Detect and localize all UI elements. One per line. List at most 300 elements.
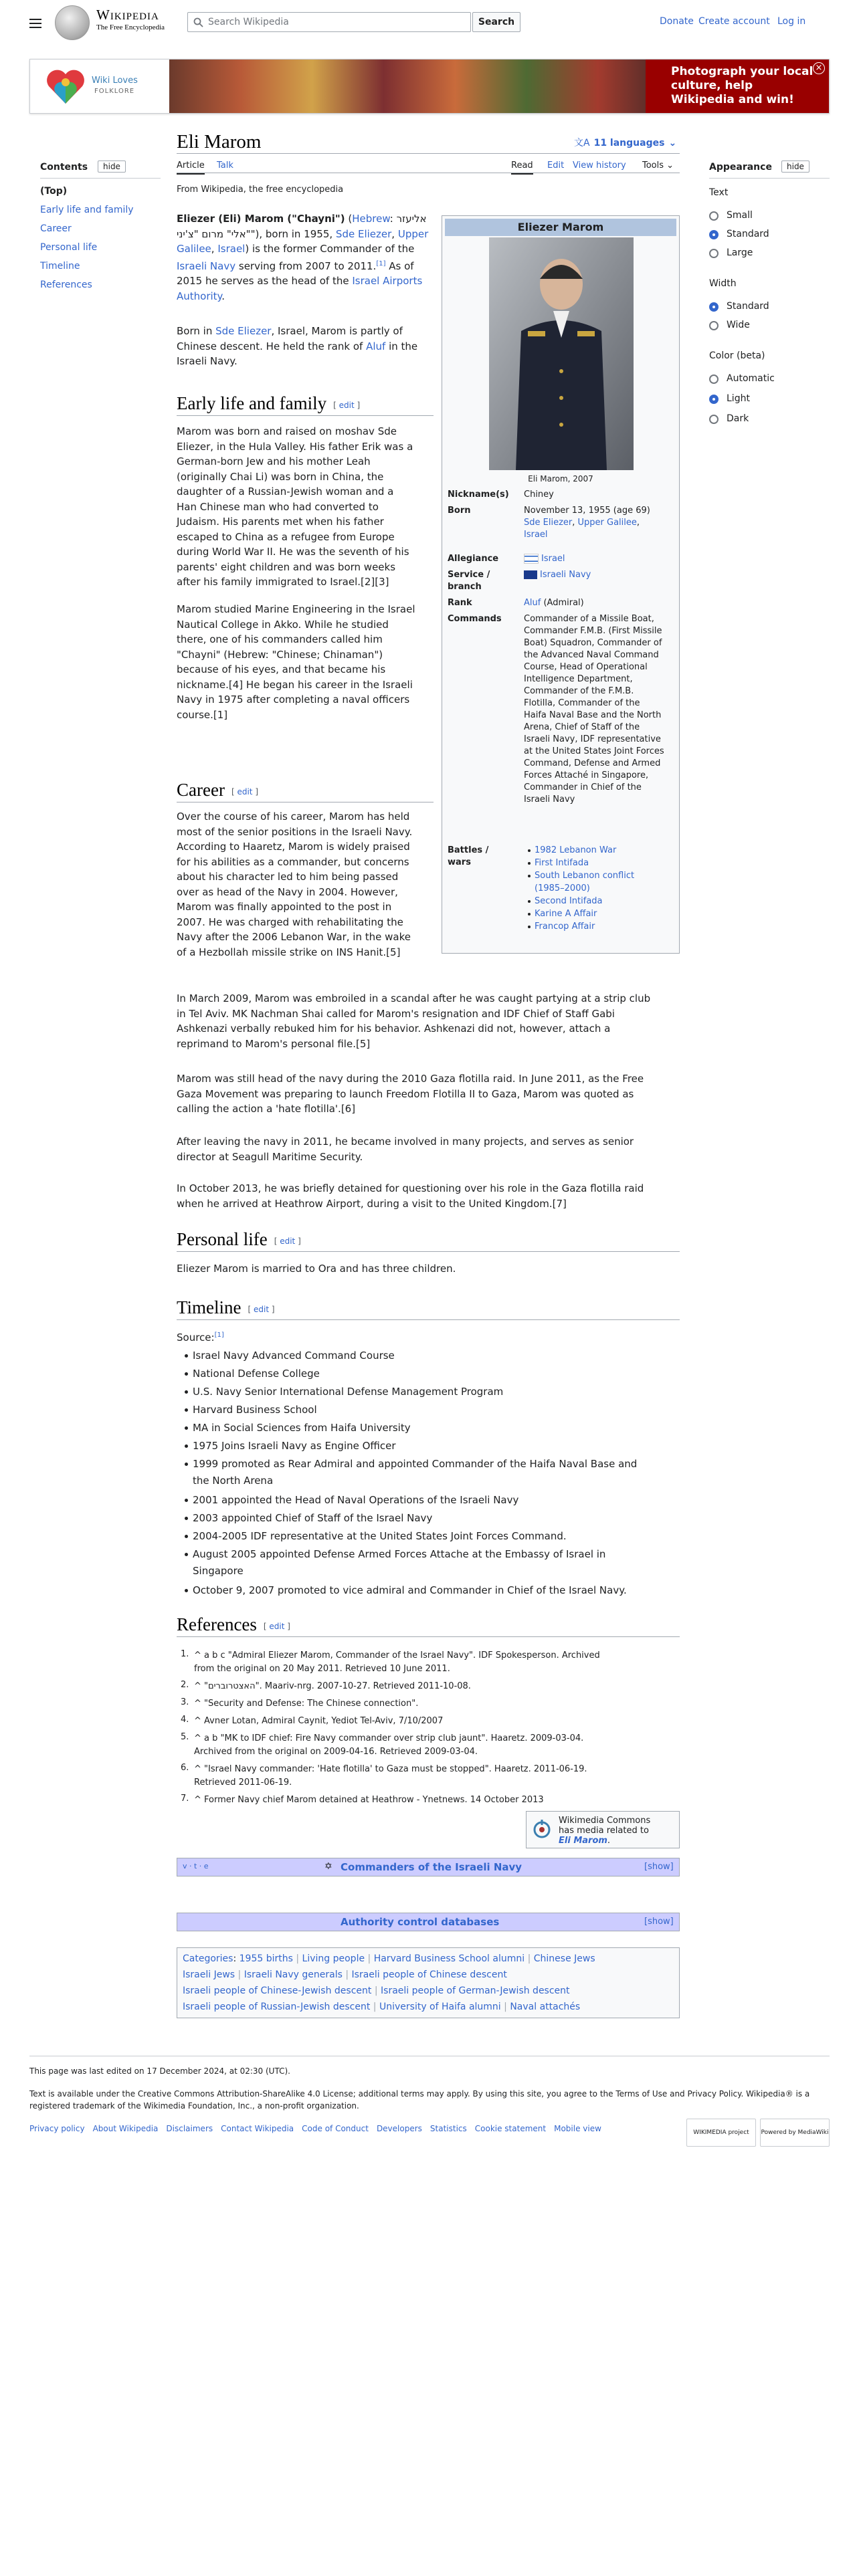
- search-placeholder: Search Wikipedia: [208, 17, 289, 27]
- israel-link[interactable]: Israel: [217, 243, 246, 255]
- tagline: The Free Encyclopedia: [96, 23, 165, 31]
- rank-label: Rank: [448, 598, 472, 608]
- commands-line: Commander F.M.B. (First Missile: [524, 626, 662, 636]
- reference-line[interactable]: ^ "האצטרוברים". Maariv-nrg. 2007-10-27. Retrieved 2011-10-08.: [194, 1681, 471, 1691]
- edit-section[interactable]: [ edit ]: [333, 400, 361, 410]
- separator: |: [292, 1953, 302, 1964]
- width-wide-label: Wide: [727, 320, 750, 330]
- commands-line: Commander of the F.M.B.: [524, 686, 634, 696]
- paragraph-line: Eliezer, in the Hula Valley. His father Erik was a: [177, 440, 413, 453]
- category-link[interactable]: Living people: [302, 1953, 365, 1964]
- text: .: [221, 290, 225, 302]
- color-light-radio[interactable]: [709, 395, 719, 404]
- category-link[interactable]: Israeli Jews: [183, 1969, 235, 1980]
- color-light-label: Light: [727, 393, 750, 404]
- text: : אליעזר "אלי" מרום "צ'יני"), born in 1955,: [177, 213, 427, 240]
- paragraph-line: Marom was still head of the navy during the 2010 Gaza flotilla raid. In June 2011, as the Free: [177, 1073, 644, 1085]
- timeline-item: 2001 appointed the Head of Naval Operations of the Israeli Navy: [193, 1493, 518, 1508]
- paragraph-line: Han Chinese man who had converted to: [177, 500, 379, 513]
- infobox: [442, 215, 680, 954]
- battle-link[interactable]: Karine A Affair: [535, 909, 597, 919]
- footer-link[interactable]: Mobile view: [554, 2124, 601, 2133]
- service-label-line2: branch: [448, 582, 482, 592]
- edit-link[interactable]: edit: [269, 1621, 285, 1631]
- paragraph-line: Ashkenazi verbally rebuked him for his behavior. Ashkenazi did not, however, attach a: [177, 1023, 611, 1035]
- paragraph-line: "Chayni" (Hebrew: "Chinese; Chinaman"): [177, 648, 383, 661]
- heading-text: References: [177, 1614, 257, 1634]
- tab-view-history[interactable]: View history: [573, 160, 626, 171]
- rank-value: [524, 597, 675, 609]
- toc-heading: Contents: [40, 162, 88, 173]
- license-text: [29, 2088, 809, 2112]
- width-standard-label: Standard: [727, 301, 769, 312]
- battle-link[interactable]: Second Intifada: [535, 896, 603, 906]
- powered-by-mediawiki-badge[interactable]: Powered by MediaWiki: [760, 2119, 830, 2147]
- license-line-1: Text is available under the Creative Commons Attribution-ShareAlike 4.0 License; additional terms may apply. By using this site, you agree to the Terms of Use and Privacy Policy. Wikipedia® is a: [29, 2089, 810, 2099]
- paragraph-line: Judaism. His parents met when his father: [177, 516, 384, 528]
- tab-edit[interactable]: Edit: [547, 160, 565, 171]
- section-heading-timeline: [177, 1297, 680, 1320]
- bullet: [528, 900, 531, 903]
- born-label: Born: [448, 506, 471, 516]
- sde-eliezer-link[interactable]: Sde Eliezer: [215, 325, 272, 337]
- bullet: [528, 913, 531, 916]
- timeline-source: [177, 1328, 224, 1346]
- personal-paragraph: Eliezer Marom is married to Ora and has three children.: [177, 1263, 456, 1275]
- width-standard-radio[interactable]: [709, 302, 719, 312]
- commands-line: Course, Head of Operational: [524, 662, 648, 672]
- edit-link[interactable]: edit: [339, 400, 355, 410]
- tools-label: Tools: [642, 160, 664, 171]
- paragraph-line: Navy in 1975 after completing a naval officers: [177, 693, 410, 706]
- timeline-item: MA in Social Sciences from Haifa University: [193, 1420, 411, 1436]
- commands-line: Flotilla, Commander of the: [524, 698, 640, 708]
- paragraph-line: (originally Chai Li) was born in China, the: [177, 470, 384, 483]
- timeline-item: August 2005 appointed Defense Armed Forces Attache at the Embassy of Israel in: [193, 1547, 605, 1562]
- section-heading-career: [177, 780, 434, 802]
- paragraph-line: In March 2009, Marom was embroiled in a scandal after he was caught partying at a strip club: [177, 992, 651, 1004]
- timeline-item: 2004-2005 IDF representative at the United States Joint Forces Command.: [193, 1529, 567, 1544]
- reference-number: 1.: [181, 1649, 189, 1659]
- commons-box[interactable]: [526, 1811, 680, 1848]
- navbox-commanders[interactable]: [177, 1858, 680, 1876]
- paragraph-line: when he arrived at Heathrow Airport, during a visit to the United Kingdom.[7]: [177, 1197, 567, 1210]
- text: in the Israeli Navy.: [177, 340, 418, 367]
- reference-number: 2.: [181, 1680, 189, 1690]
- paragraph-line: director at Seagull Maritime Security.: [177, 1150, 363, 1163]
- paragraph-line: after his family immigrated to Israel.[2][3]: [177, 576, 389, 588]
- text: ,: [211, 243, 215, 255]
- reference-line[interactable]: from the original on 20 May 2011. Retrieved 10 June 2011.: [194, 1664, 450, 1674]
- log-in-link[interactable]: Log in: [777, 16, 806, 27]
- text-large-radio[interactable]: [709, 249, 719, 258]
- timeline-item: Harvard Business School: [193, 1402, 317, 1418]
- bullet: [528, 862, 531, 865]
- category-link[interactable]: Israeli people of Chinese-Jewish descent: [183, 1985, 372, 1996]
- paragraph-line: there, one of his commanders called him: [177, 633, 383, 645]
- paragraph-line: parents' eight children and was born weeks: [177, 560, 396, 573]
- paragraph-line: calling the action a 'hate flotilla'.[6]: [177, 1103, 356, 1115]
- category-row: [183, 1985, 570, 1996]
- main-menu-icon[interactable]: [29, 16, 41, 31]
- text: .: [607, 1836, 611, 1846]
- commands-line: Intelligence Department,: [524, 674, 633, 684]
- reference-line[interactable]: ^ a b "MK to IDF chief: Fire Navy commander over strip club jaunt". Haaretz. 2009-03-04.: [194, 1733, 584, 1743]
- campaign-banner[interactable]: [29, 59, 830, 114]
- paragraph-line: Gaza Movement was preparing to launch Freedom Flotilla II to Gaza, Marom was quoted as: [177, 1087, 634, 1100]
- commands-line: Israeli Navy: [524, 794, 575, 804]
- reference-line[interactable]: ^ Former Navy chief Marom detained at Heathrow - Ynetnews. 14 October 2013: [194, 1795, 544, 1805]
- navbox-title[interactable]: Authority control databases: [341, 1916, 500, 1928]
- category-link[interactable]: University of Haifa alumni: [379, 2002, 501, 2012]
- appearance-hide-button[interactable]: hide: [781, 160, 809, 173]
- reference-line[interactable]: ^ "Security and Defense: The Chinese connection".: [194, 1699, 419, 1709]
- rank-suffix: (Admiral): [543, 598, 584, 608]
- separator: |: [371, 1985, 381, 1996]
- edit-link[interactable]: edit: [280, 1236, 296, 1246]
- separator: |: [365, 1953, 374, 1964]
- battle-link[interactable]: 1982 Lebanon War: [535, 845, 617, 855]
- toc-item-early-life[interactable]: Early life and family: [40, 205, 134, 215]
- timeline-item: U.S. Navy Senior International Defense Management Program: [193, 1384, 503, 1400]
- infobox-title: Eliezer Marom: [445, 219, 676, 236]
- footer-link[interactable]: About Wikipedia: [92, 2124, 159, 2133]
- language-button[interactable]: [574, 136, 676, 149]
- commands-label: Commands: [448, 614, 502, 624]
- text-large-label: Large: [727, 247, 753, 258]
- paragraph-line: Nautical College in Akko. While he studied: [177, 618, 389, 631]
- separator: |: [500, 2002, 510, 2012]
- paragraph-line: during World War II. He was the seventh of his: [177, 546, 409, 558]
- toc-item-timeline[interactable]: Timeline: [40, 261, 80, 272]
- paragraph-line: In October 2013, he was briefly detained for questioning over his role in the Gaza flotilla raid: [177, 1182, 644, 1194]
- section-heading-early-life: [177, 393, 434, 416]
- paragraph-line: German-born Jew and his mother Leah: [177, 455, 371, 467]
- search-icon: [193, 17, 203, 27]
- separator: |: [370, 2002, 379, 2012]
- reference-line[interactable]: Retrieved 2011-06-19.: [194, 1778, 292, 1788]
- israel-link[interactable]: Israel: [541, 554, 565, 564]
- edit-link[interactable]: edit: [254, 1304, 270, 1314]
- infobox-caption: Eli Marom, 2007: [528, 474, 593, 484]
- reference-line[interactable]: ^ Avner Lotan, Admiral Caynit, Yediot Tel-Aviv, 7/10/2007: [194, 1716, 444, 1726]
- commands-line: Commander in Chief of the: [524, 782, 642, 792]
- battles-label-line1: Battles /: [448, 845, 489, 855]
- commands-line: Forces Attaché in Singapore,: [524, 770, 649, 780]
- heading-text: Early life and family: [177, 393, 327, 413]
- paragraph-line: escaped to China as a refugee from Europe: [177, 530, 395, 543]
- wikimedia-project-badge[interactable]: WIKIMEDIA project: [686, 2119, 756, 2147]
- israel-airports-authority-link[interactable]: Israel Airports Authority: [177, 275, 423, 302]
- paragraph-line: most of the senior positions in the Israeli Navy.: [177, 825, 413, 838]
- intro-paragraph-2: [177, 324, 434, 369]
- timeline-item: 1975 Joins Israeli Navy as Engine Officer: [193, 1438, 396, 1454]
- battle-link[interactable]: (1985–2000): [535, 883, 590, 893]
- sde-eliezer-link[interactable]: Sde Eliezer: [335, 227, 392, 240]
- paragraph-line: reprimand to Marom's personal file.[5]: [177, 1037, 371, 1050]
- separator: |: [235, 1969, 244, 1980]
- color-automatic-label: Automatic: [727, 373, 775, 384]
- footer-link[interactable]: Developers: [376, 2124, 422, 2133]
- text: , Israel, Marom is partly of Chinese descent. He held the rank of: [177, 325, 403, 352]
- nickname-label: Nickname(s): [448, 490, 509, 500]
- heading-text: Timeline: [177, 1297, 242, 1317]
- category-link[interactable]: Israeli people of Russian-Jewish descent: [183, 2002, 371, 2012]
- reference-line[interactable]: Archived from the original on 2009-04-16. Retrieved 2009-03-04.: [194, 1747, 478, 1757]
- allegiance-value: [524, 553, 675, 565]
- commands-line: Command, Defense and Armed: [524, 758, 661, 768]
- tab-article[interactable]: Article: [177, 160, 205, 175]
- separator: |: [342, 1969, 352, 1980]
- paragraph-line: Navy after the 2006 Lebanon War, in the wake: [177, 931, 411, 943]
- license-line-2: registered trademark of the Wikimedia Foundation, Inc., a non-profit organization.: [29, 2101, 359, 2111]
- create-account-link[interactable]: Create account: [698, 16, 770, 27]
- toc-divider: [40, 178, 161, 179]
- from-wikipedia: From Wikipedia, the free encyclopedia: [177, 185, 344, 195]
- category-link[interactable]: Israeli Navy generals: [244, 1969, 343, 1980]
- language-count: 11 languages: [593, 138, 665, 148]
- text-small-radio[interactable]: [709, 211, 719, 221]
- translate-icon: 文A: [574, 138, 590, 148]
- paragraph-line: Marom studied Marine Engineering in the Israel: [177, 603, 415, 615]
- edit-section[interactable]: [ edit ]: [231, 786, 258, 796]
- israel-flag-icon: ✡: [324, 1861, 332, 1872]
- last-edited: This page was last edited on 17 December 2024, at 02:30 (UTC).: [29, 2066, 290, 2076]
- timeline-item: Singapore: [193, 1565, 244, 1577]
- toc-hide-button[interactable]: hide: [98, 160, 126, 173]
- color-dark-radio[interactable]: [709, 415, 719, 424]
- text-size-heading: Text: [709, 187, 729, 198]
- timeline-item: the North Arena: [193, 1475, 274, 1487]
- reference-number: 4.: [181, 1715, 189, 1725]
- banner-cta-text: Photograph your local culture, help Wikipedia and win!: [671, 65, 814, 106]
- appearance-divider: [709, 178, 830, 179]
- paragraph-line: nickname.[4] He began his career in the Israeli: [177, 678, 413, 691]
- paragraph-line: According to Haaretz, Marom is widely praised: [177, 841, 410, 853]
- category-link[interactable]: 1955 births: [239, 1953, 293, 1964]
- commons-text: [559, 1816, 650, 1846]
- category-link[interactable]: Naval attachés: [510, 2002, 581, 2012]
- reference-number: 7.: [181, 1794, 189, 1804]
- category-row: [183, 2002, 580, 2012]
- text-small-label: Small: [727, 210, 753, 221]
- source-label: Source:: [177, 1331, 215, 1344]
- paragraph-line: After leaving the navy in 2011, he became involved in many projects, and serves as senior: [177, 1136, 634, 1148]
- paragraph-line: Marom was born and raised on moshav Sde: [177, 425, 397, 437]
- heading-text: Career: [177, 780, 225, 800]
- bullet: [528, 926, 531, 928]
- text-standard-label: Standard: [727, 229, 769, 239]
- service-label-line1: Service /: [448, 570, 490, 580]
- bullet: [528, 849, 531, 852]
- folklore-photo-collage: [169, 60, 646, 113]
- paragraph-line: of a Hezbollah missile strike on INS Hanit.[5]: [177, 946, 401, 958]
- navbox-title[interactable]: Commanders of the Israeli Navy: [341, 1861, 522, 1873]
- banner-logo-line1: Wiki Loves: [92, 76, 138, 86]
- toc-item-references[interactable]: References: [40, 280, 92, 290]
- edit-section[interactable]: [ edit ]: [274, 1236, 301, 1246]
- service-value: [524, 569, 675, 581]
- text: As of 2015 he serves as the head of the: [177, 259, 414, 287]
- tab-talk[interactable]: Talk: [217, 160, 233, 171]
- naval-ensign-icon: [524, 570, 537, 579]
- wordmark[interactable]: Wikipedia: [96, 7, 159, 23]
- wiki-loves-folklore-logo: [45, 65, 86, 106]
- born-date: November 13, 1955 (age 69): [524, 506, 650, 516]
- timeline-item: 1999 promoted as Rear Admiral and appointed Commander of the Haifa Naval Base and: [193, 1457, 637, 1472]
- paragraph-line: course.[1]: [177, 708, 228, 721]
- battle-link[interactable]: First Intifada: [535, 858, 589, 868]
- reference-number: 3.: [181, 1697, 189, 1707]
- separator: |: [524, 1953, 534, 1964]
- categories-box: [177, 1947, 680, 2018]
- israel-flag-icon: [524, 554, 539, 564]
- paragraph-line: for his abilities as a commander, but concerns: [177, 855, 409, 868]
- nickname-value: Chiney: [524, 490, 554, 500]
- navbox-vte-links[interactable]: v · t · e: [183, 1862, 209, 1870]
- width-heading: Width: [709, 278, 737, 289]
- wikipedia-globe-icon[interactable]: [55, 5, 90, 40]
- toc-item-career[interactable]: Career: [40, 223, 72, 234]
- paragraph-line: because of his eyes, and that became his: [177, 663, 386, 675]
- category-link[interactable]: Harvard Business School alumni: [373, 1953, 525, 1964]
- category-row: [183, 1969, 507, 1980]
- category-link[interactable]: Israeli people of German-Jewish descent: [381, 1985, 570, 1996]
- sde-eliezer-link[interactable]: Sde Eliezer: [524, 518, 573, 528]
- text: ,: [391, 227, 395, 240]
- category-link[interactable]: Israeli people of Chinese descent: [351, 1969, 507, 1980]
- commands-line: the Advanced Naval Command: [524, 650, 659, 660]
- width-wide-radio[interactable]: [709, 321, 719, 330]
- footer-links: [29, 2124, 609, 2133]
- timeline-item: National Defense College: [193, 1366, 320, 1382]
- toc-item-top[interactable]: (Top): [40, 186, 68, 197]
- tools-menu[interactable]: [642, 160, 674, 171]
- battles-label-line2: wars: [448, 857, 471, 867]
- born-value: November 13, 1955 (age 69) Sde Eliezer, Upper Galilee, Israel: [524, 506, 650, 540]
- commands-line: Arena, Chief of Staff of the: [524, 722, 640, 732]
- lead-name: Eliezer (Eli) Marom ("Chayni"): [177, 213, 345, 225]
- navbox-authority-control[interactable]: [177, 1913, 680, 1931]
- paragraph-line: over as head of the Navy in 2004. However,: [177, 885, 398, 898]
- israeli-navy-link[interactable]: Israeli Navy: [177, 259, 236, 272]
- commands-line: Haifa Naval Base and the North: [524, 710, 662, 720]
- text: serving from 2007 to 2011.: [238, 259, 377, 272]
- commons-line-1: Wikimedia Commons: [559, 1816, 651, 1826]
- categories-label[interactable]: Categories: [183, 1953, 233, 1964]
- wikimedia-commons-icon: [532, 1820, 552, 1840]
- citation-link[interactable]: [1]: [214, 1331, 224, 1339]
- bullet: [528, 875, 531, 877]
- timeline-item: October 9, 2007 promoted to vice admiral and Commander in Chief of the Israel Navy.: [193, 1583, 627, 1598]
- toc-item-personal-life[interactable]: Personal life: [40, 242, 98, 253]
- title-divider: [177, 153, 680, 154]
- text: Born in: [177, 325, 213, 337]
- battle-link[interactable]: South Lebanon conflict: [535, 871, 635, 881]
- category-row: [183, 1953, 595, 1964]
- timeline-item: Israel Navy Advanced Command Course: [193, 1348, 395, 1364]
- aluf-link[interactable]: Aluf: [524, 598, 541, 608]
- site-header: [0, 0, 859, 44]
- reference-number: 5.: [181, 1732, 189, 1742]
- footer-link[interactable]: Disclaimers: [166, 2124, 213, 2133]
- chevron-down-icon: ⌄: [668, 138, 677, 148]
- search-input[interactable]: [187, 12, 471, 32]
- section-heading-references: [177, 1614, 680, 1637]
- battles-label: [448, 845, 514, 869]
- portrait-photo[interactable]: [489, 237, 634, 470]
- paragraph-line: Over the course of his career, Marom has held: [177, 811, 410, 823]
- commands-line: Commander of a Missile Boat,: [524, 614, 654, 624]
- footer-link[interactable]: Code of Conduct: [302, 2124, 369, 2133]
- colon: :: [233, 1953, 240, 1964]
- commands-line: at the United States Joint Forces: [524, 746, 664, 756]
- israel-link[interactable]: Israel: [524, 530, 548, 540]
- paragraph-line: daughter of a Russian-Jewish woman and a: [177, 486, 394, 498]
- aluf-link[interactable]: Aluf: [366, 340, 386, 352]
- commands-line: Boat) Squadron, Commander of: [524, 638, 662, 648]
- battle-link[interactable]: Francop Affair: [535, 922, 595, 932]
- banner-close-icon[interactable]: ×: [813, 62, 825, 74]
- upper-galilee-link[interactable]: Upper Galilee: [577, 518, 637, 528]
- navbox-show-button[interactable]: [show]: [644, 1862, 674, 1872]
- banner-logo-line2: FOLKLORE: [94, 88, 135, 95]
- intro-paragraph-1: [177, 211, 434, 304]
- timeline-item: 2003 appointed Chief of Staff of the Israel Navy: [193, 1511, 432, 1526]
- search-button[interactable]: Search: [472, 12, 520, 32]
- commons-link[interactable]: Eli Marom: [559, 1836, 607, 1846]
- reference-line[interactable]: ^ "Israel Navy commander: 'Hate flotilla' to Gaza must be stopped". Haaretz. 2011-06-19.: [194, 1764, 587, 1774]
- paragraph-line: about his character led to him being passed: [177, 871, 399, 883]
- hebrew-link[interactable]: Hebrew: [352, 213, 390, 225]
- edit-link[interactable]: edit: [237, 786, 253, 796]
- color-heading: Color (beta): [709, 350, 765, 361]
- reference-number: 6.: [181, 1763, 189, 1773]
- appearance-heading: Appearance: [709, 162, 772, 173]
- allegiance-label: Allegiance: [448, 554, 499, 564]
- text: ) is the former Commander of the: [245, 243, 415, 255]
- banner-cta[interactable]: [646, 60, 829, 113]
- chevron-down-icon: ⌄: [666, 160, 674, 171]
- paragraph-line: Marom was finally appointed to the post in: [177, 901, 392, 913]
- category-link[interactable]: Chinese Jews: [533, 1953, 595, 1964]
- navbox-show-button[interactable]: [show]: [644, 1917, 674, 1927]
- footer-link[interactable]: Statistics: [430, 2124, 467, 2133]
- israeli-navy-link[interactable]: Israeli Navy: [540, 570, 591, 580]
- text-standard-radio[interactable]: [709, 230, 719, 239]
- commons-line-2: has media related to: [559, 1826, 649, 1836]
- donate-link[interactable]: Donate: [660, 16, 694, 27]
- section-heading-personal-life: [177, 1229, 680, 1252]
- paragraph-line: 2007. He was charged with rehabilitating the: [177, 916, 403, 928]
- commands-line: Israeli Navy, IDF representative: [524, 734, 661, 744]
- edit-section[interactable]: [ edit ]: [248, 1304, 275, 1314]
- text: (: [345, 213, 353, 225]
- tab-read[interactable]: Read: [511, 160, 533, 175]
- reference-line[interactable]: ^ a b c "Admiral Eliezer Marom, Commander of the Israel Navy". IDF Spokesperson. Archived: [194, 1650, 600, 1660]
- page-title: Eli Marom: [177, 131, 262, 152]
- service-label: [448, 569, 514, 593]
- upper-galilee-link[interactable]: Upper Galilee: [177, 227, 429, 255]
- citation-link[interactable]: [1]: [376, 259, 386, 267]
- color-automatic-radio[interactable]: [709, 374, 719, 384]
- footer-link[interactable]: Cookie statement: [474, 2124, 547, 2133]
- paragraph-line: in Tel Aviv. MK Nachman Shai called for Marom's resignation and IDF Chief of Staff Gabi: [177, 1007, 615, 1020]
- footer-link[interactable]: Privacy policy: [29, 2124, 85, 2133]
- edit-section[interactable]: [ edit ]: [263, 1621, 290, 1631]
- color-dark-label: Dark: [727, 413, 749, 424]
- footer-link[interactable]: Contact Wikipedia: [221, 2124, 294, 2133]
